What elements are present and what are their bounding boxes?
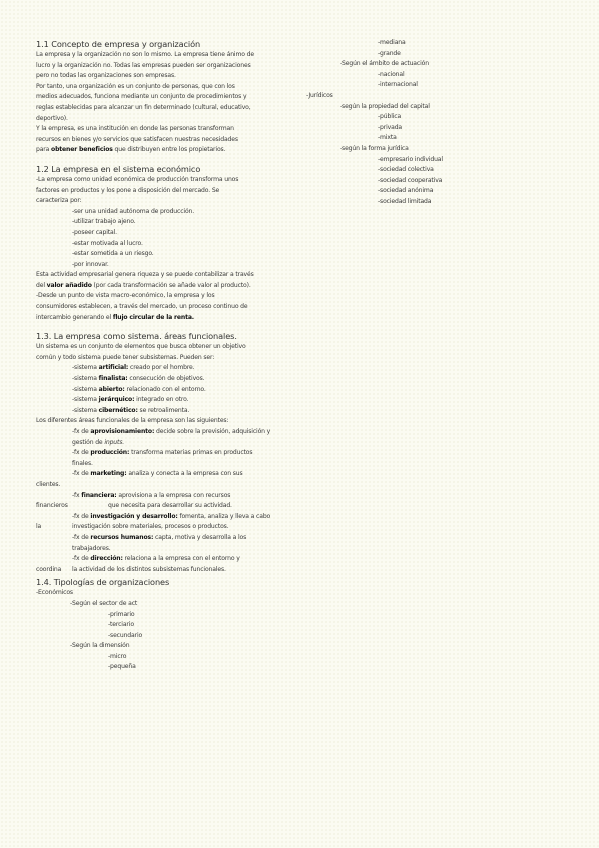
text-span: financieros bbox=[36, 502, 68, 510]
text-span: relacionado con el entorno. bbox=[124, 385, 206, 393]
text-span: aprovisiona a la empresa con recursos bbox=[116, 491, 231, 499]
text-span: -sistema bbox=[72, 364, 99, 372]
text-span: -fx bbox=[72, 491, 82, 499]
text-line: -Desde un punto de vista macro-económico, la empresa y los bbox=[36, 292, 215, 300]
text-line: factores en productos y los pone a disposición del mercado. Se bbox=[36, 186, 220, 194]
text-line: Un sistema es un conjunto de elementos que busca obtener un objetivo bbox=[36, 343, 246, 351]
text-span: creado por el hombre. bbox=[128, 364, 195, 372]
section-title: 1.4. Tipologías de organizaciones bbox=[36, 577, 170, 588]
text-span: -sistema bbox=[72, 385, 99, 393]
text-line: La empresa y la organización no son lo mismo. La empresa tiene ánimo de bbox=[36, 51, 254, 58]
functional-area-item bbox=[36, 427, 298, 438]
bold-term: finalista: bbox=[98, 375, 128, 383]
text-span: consecución de objetivos. bbox=[127, 375, 205, 383]
text-span: -sistema bbox=[72, 396, 99, 404]
text-span: -fx de bbox=[72, 533, 91, 541]
functional-area-continuation: finales. bbox=[72, 459, 93, 467]
italic-term: inputs. bbox=[104, 438, 125, 446]
text-line bbox=[36, 313, 298, 324]
system-type-item bbox=[36, 385, 298, 396]
outline-item: -según la propiedad del capital bbox=[340, 102, 430, 110]
bold-term: cibernético: bbox=[98, 406, 138, 414]
outline-item: -Según la dimensión bbox=[70, 642, 130, 650]
functional-area-item bbox=[36, 469, 298, 480]
text-line: caracteriza por: bbox=[36, 197, 82, 205]
text-span: fomenta, analiza y lleva a cabo bbox=[177, 512, 271, 520]
text-span: -fx de bbox=[72, 470, 91, 478]
functional-area-item bbox=[36, 554, 298, 565]
outline-item: -privada bbox=[378, 123, 403, 131]
text-span: gestión de bbox=[72, 438, 105, 446]
functional-area-continuation: clientes. bbox=[36, 480, 61, 488]
outline-item: -mixta bbox=[378, 134, 397, 142]
system-type-item bbox=[36, 363, 298, 374]
text-span: del bbox=[36, 281, 47, 289]
outline-item: -sociedad colectiva bbox=[378, 166, 434, 174]
text-span: transforma materias primas en productos bbox=[129, 449, 253, 457]
text-span: coordina bbox=[36, 565, 62, 573]
text-span: analiza y conecta a la empresa con sus bbox=[126, 470, 243, 478]
outline-item: -sociedad anónima bbox=[378, 187, 434, 195]
list-item: -poseer capital. bbox=[72, 228, 117, 236]
text-span: -sistema bbox=[72, 375, 99, 383]
list-item: -por innovar. bbox=[72, 260, 109, 268]
functional-area-item bbox=[36, 512, 298, 523]
text-line: medios adecuados, funciona mediante un conjunto de procedimientos y bbox=[36, 93, 247, 101]
outline-item: -primario bbox=[108, 610, 135, 618]
text-line: reglas establecidas para alcanzar un fin determinado (cultural, educativo, bbox=[36, 103, 251, 111]
text-line: Por tanto, una organización es un conjunto de personas, que con los bbox=[36, 82, 235, 90]
text-line bbox=[36, 281, 298, 292]
text-span: (por cada transformación se añade valor al producto). bbox=[91, 281, 251, 289]
outline-item: -Jurídicos bbox=[306, 91, 333, 99]
bold-term: obtener beneficios bbox=[51, 146, 113, 154]
text-line: -La empresa como unidad económica de producción transforma unos bbox=[36, 175, 239, 183]
text-line: lucro y la organización no. Todas las empresas pueden ser organizaciones bbox=[36, 61, 251, 69]
system-type-item bbox=[36, 374, 298, 385]
text-span: investigación sobre materiales, procesos o productos. bbox=[72, 523, 229, 531]
text-span: -fx de bbox=[72, 449, 91, 457]
functional-area-continuation bbox=[36, 438, 298, 449]
functional-area-item bbox=[36, 533, 298, 544]
section-title: 1.3. La empresa como sistema. áreas funcionales. bbox=[36, 331, 237, 342]
text-span: integrado en otro. bbox=[134, 396, 189, 404]
text-line: pero no todas las organizaciones son empresas. bbox=[36, 72, 176, 80]
outline-item: -sociedad cooperativa bbox=[378, 176, 443, 184]
system-type-item bbox=[36, 395, 298, 406]
outline-item: -pública bbox=[378, 113, 402, 121]
text-span: intercambio generando el bbox=[36, 313, 113, 321]
text-span: que necesita para desarrollar su actividad. bbox=[108, 502, 232, 510]
list-item: -utilizar trabajo ajeno. bbox=[72, 218, 136, 226]
text-line: común y todo sistema puede tener subsistemas. Pueden ser: bbox=[36, 353, 215, 361]
bold-term: aprovisionamiento: bbox=[90, 428, 155, 435]
section-title: 1.2 La empresa en el sistema económico bbox=[36, 163, 201, 174]
text-line: deportivo). bbox=[36, 114, 68, 122]
outline-item: -micro bbox=[108, 652, 127, 660]
section-1-4 bbox=[36, 576, 298, 673]
text-span: que distribuyen entre los propietarios. bbox=[112, 146, 226, 154]
text-span: -sistema bbox=[72, 406, 99, 414]
text-span: relaciona a la empresa con el entorno y bbox=[122, 555, 240, 563]
functional-area-item bbox=[36, 448, 298, 459]
outline-item: -internacional bbox=[378, 81, 418, 89]
section-1-3 bbox=[36, 330, 298, 575]
section-1-2 bbox=[36, 163, 298, 323]
outline-item: -mediana bbox=[378, 39, 406, 46]
bold-term: valor añadido bbox=[46, 281, 92, 289]
functional-area-continuation bbox=[36, 522, 298, 533]
right-column bbox=[306, 38, 566, 208]
outline-item: -sociedad limitada bbox=[378, 197, 432, 205]
bold-term: recursos humanos: bbox=[90, 533, 154, 541]
section-1-1 bbox=[36, 38, 298, 156]
outline-item: -grande bbox=[378, 49, 401, 57]
outline-item: -secundario bbox=[108, 631, 143, 639]
functional-area-item bbox=[36, 491, 298, 502]
left-column bbox=[36, 38, 298, 680]
text-span: para bbox=[36, 146, 52, 154]
text-span: -fx de bbox=[72, 428, 91, 435]
text-line: Esta actividad empresarial genera riqueza y se puede contabilizar a través bbox=[36, 271, 254, 279]
functional-area-continuation bbox=[36, 565, 298, 576]
text-span: capta, motiva y desarrolla a los bbox=[153, 533, 247, 541]
text-span: -fx de bbox=[72, 512, 91, 520]
text-line: recursos en bienes y/o servicios que satisfacen nuestras necesidades bbox=[36, 135, 238, 143]
text-line: Los diferentes áreas funcionales de la empresa son las siguientes: bbox=[36, 417, 229, 425]
text-span: -fx de bbox=[72, 555, 91, 563]
bold-term: producción: bbox=[90, 449, 130, 457]
list-item: -ser una unidad autónoma de producción. bbox=[72, 207, 195, 215]
bold-term: flujo circular de la renta. bbox=[112, 313, 194, 321]
text-span: la actividad de los distintos subsistemas funcionales. bbox=[72, 565, 226, 573]
outline-item: -empresario individual bbox=[378, 155, 443, 163]
system-type-item bbox=[36, 406, 298, 417]
bold-term: financiera: bbox=[81, 491, 117, 499]
bold-term: dirección: bbox=[90, 555, 123, 563]
text-span: la bbox=[36, 523, 42, 531]
outline-item: -según la forma jurídica bbox=[340, 144, 409, 152]
bold-term: abierto: bbox=[98, 385, 125, 393]
outline-item: -pequeña bbox=[108, 663, 136, 671]
list-item: -estar motivada al lucro. bbox=[72, 239, 143, 247]
functional-area-continuation: trabajadores. bbox=[72, 544, 111, 552]
text-line: consumidores establecen, a través del mercado, un proceso continuo de bbox=[36, 303, 248, 311]
outline-item: -terciario bbox=[108, 621, 134, 629]
bold-term: investigación y desarrollo: bbox=[90, 512, 178, 520]
section-title: 1.1 Concepto de empresa y organización bbox=[36, 39, 201, 49]
bold-term: marketing: bbox=[90, 470, 127, 478]
outline-item: -nacional bbox=[378, 70, 405, 78]
list-item: -estar sometida a un riesgo. bbox=[72, 250, 154, 258]
outline-item: -Según el sector de act bbox=[70, 599, 138, 607]
text-line bbox=[36, 145, 298, 156]
bold-term: artificial: bbox=[98, 364, 129, 372]
outline-item: -Según el ámbito de actuación bbox=[340, 60, 429, 68]
text-line: Y la empresa, es una institución en donde las personas transforman bbox=[36, 125, 234, 133]
outline-item: -Económicos bbox=[36, 589, 73, 597]
functional-area-continuation bbox=[36, 501, 298, 512]
bold-term: jerárquico: bbox=[98, 396, 135, 404]
text-span: decide sobre la previsión, adquisición y bbox=[154, 428, 271, 435]
text-span: se retroalimenta. bbox=[137, 406, 190, 414]
